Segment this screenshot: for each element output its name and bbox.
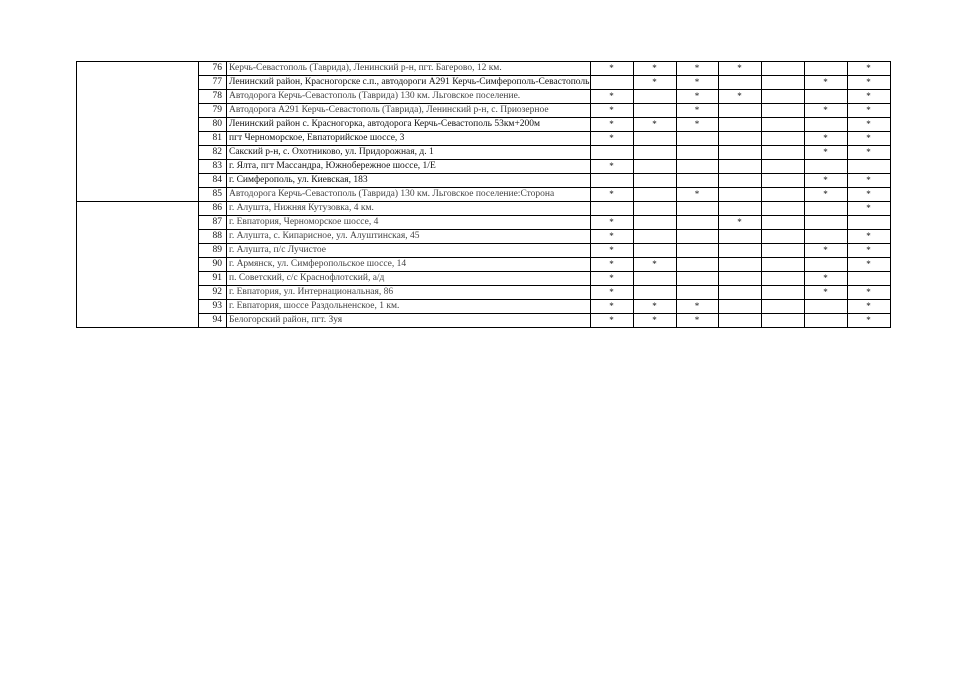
mark-cell (676, 132, 718, 146)
mark-cell: * (847, 118, 890, 132)
mark-cell (633, 230, 676, 244)
row-number: 77 (199, 76, 227, 90)
address-cell: Автодорога Керчь-Севастополь (Таврида) 130 км. Льговское поселение:Сторона (227, 188, 591, 202)
mark-cell: * (590, 258, 633, 272)
row-number: 90 (199, 258, 227, 272)
mark-cell (718, 188, 761, 202)
mark-cell: * (676, 118, 718, 132)
mark-cell: * (847, 104, 890, 118)
mark-cell: * (590, 118, 633, 132)
mark-cell: * (676, 300, 718, 314)
mark-cell (718, 174, 761, 188)
table-row (77, 160, 891, 174)
address-cell: Автодорога А291 Керчь-Севастополь (Таврида), Ленинский р-н, с. Приозерное (227, 104, 591, 118)
mark-cell: * (804, 76, 847, 90)
mark-cell (718, 244, 761, 258)
region-cell (77, 146, 199, 160)
mark-cell (676, 160, 718, 174)
address-cell: г. Армянск, ул. Симферопольское шоссе, 14 (227, 258, 591, 272)
mark-cell: * (633, 300, 676, 314)
address-cell: г. Ялта, пгт Массандра, Южнобережное шоссе, 1/Е (227, 160, 591, 174)
mark-cell (804, 160, 847, 174)
mark-cell: * (676, 76, 718, 90)
table-row (77, 90, 891, 104)
mark-cell (633, 174, 676, 188)
table-row (77, 286, 891, 300)
mark-cell: * (804, 286, 847, 300)
mark-cell (804, 216, 847, 230)
mark-cell (761, 174, 804, 188)
row-number: 83 (199, 160, 227, 174)
mark-cell (761, 118, 804, 132)
region-cell (77, 76, 199, 90)
address-cell: Автодорога Керчь-Севастополь (Таврида) 130 км. Льговское поселение. (227, 90, 591, 104)
mark-cell (718, 118, 761, 132)
row-number: 88 (199, 230, 227, 244)
region-cell (77, 202, 199, 216)
mark-cell (847, 272, 890, 286)
mark-cell (718, 300, 761, 314)
mark-cell: * (590, 90, 633, 104)
mark-cell: * (718, 90, 761, 104)
mark-cell (761, 90, 804, 104)
table-row (77, 174, 891, 188)
table-row (77, 216, 891, 230)
address-cell: Белогорский район, пгт. Зуя (227, 314, 591, 328)
mark-cell (761, 76, 804, 90)
mark-cell: * (804, 174, 847, 188)
mark-cell (633, 104, 676, 118)
address-cell: г. Алушта, с. Кипарисное, ул. Алуштинская, 45 (227, 230, 591, 244)
mark-cell (633, 272, 676, 286)
mark-cell (590, 76, 633, 90)
mark-cell (633, 160, 676, 174)
mark-cell (761, 286, 804, 300)
row-number: 94 (199, 314, 227, 328)
row-number: 76 (199, 62, 227, 76)
mark-cell (676, 216, 718, 230)
mark-cell (633, 146, 676, 160)
mark-cell (761, 202, 804, 216)
mark-cell (633, 132, 676, 146)
region-cell (77, 216, 199, 230)
mark-cell (761, 146, 804, 160)
mark-cell (676, 202, 718, 216)
mark-cell (804, 300, 847, 314)
mark-cell (718, 314, 761, 328)
mark-cell (761, 216, 804, 230)
stations-table (76, 61, 891, 328)
mark-cell: * (718, 62, 761, 76)
region-cell (77, 160, 199, 174)
mark-cell: * (847, 174, 890, 188)
row-number: 85 (199, 188, 227, 202)
region-cell (77, 90, 199, 104)
mark-cell (718, 202, 761, 216)
mark-cell (633, 188, 676, 202)
mark-cell: * (590, 314, 633, 328)
mark-cell (761, 104, 804, 118)
mark-cell: * (847, 76, 890, 90)
mark-cell: * (633, 258, 676, 272)
mark-cell: * (847, 132, 890, 146)
mark-cell (847, 160, 890, 174)
region-cell (77, 244, 199, 258)
mark-cell: * (847, 300, 890, 314)
mark-cell (676, 146, 718, 160)
mark-cell: * (847, 314, 890, 328)
address-cell: Ленинский район, Красногорске с.п., автодороги А291 Керчь-Симферополь-Севастополь (227, 76, 591, 90)
table-row (77, 314, 891, 328)
mark-cell (761, 314, 804, 328)
address-cell: г. Симферополь, ул. Киевская, 183 (227, 174, 591, 188)
mark-cell (633, 90, 676, 104)
region-cell (77, 286, 199, 300)
table-row (77, 244, 891, 258)
row-number: 78 (199, 90, 227, 104)
row-number: 87 (199, 216, 227, 230)
mark-cell (633, 202, 676, 216)
mark-cell (590, 202, 633, 216)
row-number: 81 (199, 132, 227, 146)
mark-cell: * (847, 188, 890, 202)
mark-cell (718, 146, 761, 160)
mark-cell (718, 132, 761, 146)
address-cell: п. Советский, с/с Краснофлотский, а/д (227, 272, 591, 286)
mark-cell (676, 272, 718, 286)
table-row (77, 146, 891, 160)
mark-cell: * (676, 104, 718, 118)
mark-cell (761, 160, 804, 174)
mark-cell: * (804, 272, 847, 286)
mark-cell: * (804, 244, 847, 258)
mark-cell (633, 286, 676, 300)
address-cell: Ленинский район с. Красногорка, автодорога Керчь-Севастополь 53км+200м (227, 118, 591, 132)
mark-cell (676, 244, 718, 258)
mark-cell: * (847, 244, 890, 258)
region-cell (77, 188, 199, 202)
row-number: 82 (199, 146, 227, 160)
mark-cell: * (718, 216, 761, 230)
mark-cell: * (847, 230, 890, 244)
region-cell (77, 62, 199, 76)
address-cell: г. Евпатория, шоссе Раздольненское, 1 км. (227, 300, 591, 314)
mark-cell (761, 258, 804, 272)
mark-cell: * (633, 76, 676, 90)
mark-cell: * (633, 118, 676, 132)
mark-cell: * (633, 62, 676, 76)
mark-cell: * (804, 188, 847, 202)
address-cell: Керчь-Севастополь (Таврида), Ленинский р-н, пгт. Багерово, 12 км. (227, 62, 591, 76)
mark-cell (804, 118, 847, 132)
mark-cell: * (676, 314, 718, 328)
region-cell (77, 104, 199, 118)
mark-cell (676, 230, 718, 244)
row-number: 79 (199, 104, 227, 118)
region-cell (77, 174, 199, 188)
row-number: 91 (199, 272, 227, 286)
mark-cell (590, 146, 633, 160)
mark-cell (633, 244, 676, 258)
mark-cell (761, 244, 804, 258)
mark-cell (804, 90, 847, 104)
mark-cell (718, 104, 761, 118)
mark-cell: * (590, 300, 633, 314)
region-cell (77, 118, 199, 132)
mark-cell: * (676, 90, 718, 104)
address-cell: г. Евпатория, Черноморское шоссе, 4 (227, 216, 591, 230)
mark-cell: * (590, 132, 633, 146)
address-cell: г. Евпатория, ул. Интернациональная, 86 (227, 286, 591, 300)
address-cell: Сакский р-н, с. Охотниково, ул. Придорожная, д. 1 (227, 146, 591, 160)
address-cell: г. Алушта, п/с Лучистое (227, 244, 591, 258)
mark-cell: * (590, 62, 633, 76)
mark-cell: * (676, 188, 718, 202)
mark-cell: * (590, 230, 633, 244)
mark-cell (804, 62, 847, 76)
mark-cell (761, 230, 804, 244)
row-number: 93 (199, 300, 227, 314)
mark-cell (804, 202, 847, 216)
mark-cell: * (590, 188, 633, 202)
mark-cell: * (590, 160, 633, 174)
table-row (77, 62, 891, 76)
mark-cell: * (847, 146, 890, 160)
region-cell (77, 300, 199, 314)
table-row (77, 300, 891, 314)
mark-cell: * (847, 62, 890, 76)
mark-cell (633, 216, 676, 230)
mark-cell (718, 76, 761, 90)
table-row (77, 118, 891, 132)
table-row (77, 272, 891, 286)
row-number: 86 (199, 202, 227, 216)
region-cell (77, 258, 199, 272)
mark-cell: * (590, 244, 633, 258)
mark-cell (676, 286, 718, 300)
table-row (77, 230, 891, 244)
mark-cell (761, 62, 804, 76)
address-cell: пгт Черноморское, Евпаторийское шоссе, 3 (227, 132, 591, 146)
mark-cell (761, 300, 804, 314)
mark-cell (804, 314, 847, 328)
mark-cell: * (633, 314, 676, 328)
mark-cell (676, 174, 718, 188)
mark-cell (761, 188, 804, 202)
mark-cell: * (676, 62, 718, 76)
mark-cell: * (847, 90, 890, 104)
region-cell (77, 314, 199, 328)
table-row (77, 258, 891, 272)
row-number: 80 (199, 118, 227, 132)
mark-cell: * (590, 216, 633, 230)
row-number: 92 (199, 286, 227, 300)
mark-cell (590, 174, 633, 188)
row-number: 89 (199, 244, 227, 258)
mark-cell: * (804, 132, 847, 146)
mark-cell: * (590, 272, 633, 286)
mark-cell (718, 160, 761, 174)
table-row (77, 104, 891, 118)
mark-cell (761, 132, 804, 146)
region-cell (77, 272, 199, 286)
table-row (77, 76, 891, 90)
mark-cell: * (847, 258, 890, 272)
mark-cell (761, 272, 804, 286)
table-row (77, 132, 891, 146)
table-row (77, 202, 891, 216)
table-body (77, 62, 891, 328)
mark-cell (718, 230, 761, 244)
row-number: 84 (199, 174, 227, 188)
mark-cell (804, 230, 847, 244)
mark-cell (718, 272, 761, 286)
mark-cell (847, 216, 890, 230)
mark-cell (804, 258, 847, 272)
mark-cell: * (804, 146, 847, 160)
mark-cell (718, 258, 761, 272)
mark-cell: * (847, 286, 890, 300)
mark-cell: * (804, 104, 847, 118)
address-cell: г. Алушта, Нижняя Кутузовка, 4 км. (227, 202, 591, 216)
region-cell (77, 132, 199, 146)
table-row (77, 188, 891, 202)
region-cell (77, 230, 199, 244)
mark-cell: * (847, 202, 890, 216)
mark-cell (676, 258, 718, 272)
mark-cell (718, 286, 761, 300)
mark-cell: * (590, 104, 633, 118)
mark-cell: * (590, 286, 633, 300)
